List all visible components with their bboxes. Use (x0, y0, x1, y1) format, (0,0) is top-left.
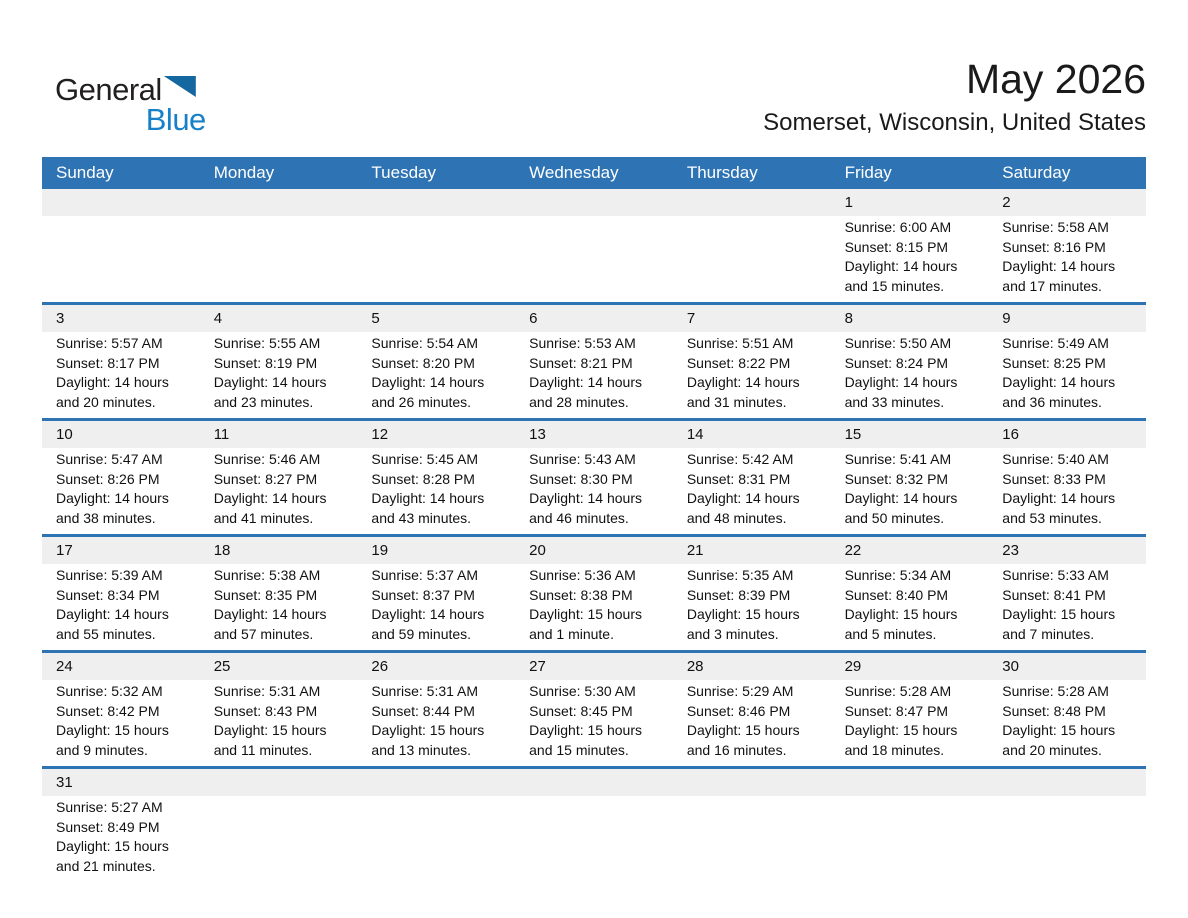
weekday-header-sunday: Sunday (56, 163, 114, 182)
day-detail-line: and 20 minutes. (1002, 741, 1102, 758)
day-detail-line: Sunset: 8:31 PM (686, 470, 791, 487)
day-detail-line: Sunrise: 5:49 AM (1002, 335, 1109, 351)
day-detail-line: and 59 minutes. (371, 625, 472, 642)
day-cell-4 (200, 305, 358, 418)
day-detail-line: Sunrise: 6:00 AM (844, 219, 952, 235)
day-cell-17 (42, 537, 200, 650)
day-details (831, 332, 989, 418)
day-detail-line: Sunset: 8:47 PM (844, 702, 949, 719)
day-detail-line: Sunrise: 5:45 AM (371, 451, 479, 467)
page-title: May 2026 (965, 56, 1146, 102)
day-detail-line: Daylight: 14 hours (686, 374, 800, 390)
day-number: 25 (200, 653, 358, 680)
weekday-header-tuesday: Tuesday (371, 163, 436, 182)
day-detail-line: Daylight: 14 hours (844, 374, 958, 390)
day-details (515, 216, 673, 296)
weekday-header-thursday: Thursday (686, 163, 758, 182)
day-detail-line: and 46 minutes. (529, 509, 629, 526)
day-cell-8 (831, 305, 989, 418)
day-detail-line: Sunset: 8:15 PM (844, 238, 949, 255)
day-cell-15 (831, 421, 989, 534)
page-header (42, 0, 1146, 157)
day-detail-line: Sunset: 8:38 PM (529, 586, 633, 603)
day-detail-line: Sunset: 8:34 PM (56, 586, 160, 603)
day-details (515, 564, 673, 650)
day-detail-line: Sunset: 8:46 PM (686, 702, 791, 719)
day-cell-empty (988, 769, 1146, 882)
day-detail-line: and 15 minutes. (529, 741, 629, 758)
day-detail-line: Sunrise: 5:54 AM (371, 335, 479, 351)
day-details (200, 216, 358, 296)
day-detail-line: Sunset: 8:35 PM (213, 586, 318, 603)
day-detail-line: Sunrise: 5:46 AM (213, 451, 321, 467)
day-detail-line: Daylight: 14 hours (213, 374, 327, 390)
day-detail-line: Daylight: 15 hours (371, 722, 485, 738)
day-detail-line: and 11 minutes. (213, 741, 313, 758)
day-number-empty (831, 769, 989, 796)
day-detail-line: Daylight: 14 hours (56, 490, 169, 506)
day-details (42, 680, 200, 766)
day-detail-line: Sunrise: 5:41 AM (844, 451, 952, 467)
day-detail-line: Daylight: 14 hours (213, 490, 327, 506)
day-details (831, 564, 989, 650)
day-details (831, 216, 989, 302)
day-detail-line: and 57 minutes. (213, 625, 314, 642)
day-detail-line: Sunset: 8:16 PM (1002, 238, 1106, 255)
day-detail-line: Daylight: 14 hours (371, 374, 485, 390)
day-details (988, 332, 1146, 418)
day-detail-line: Sunrise: 5:50 AM (844, 335, 952, 351)
day-details (988, 448, 1146, 534)
logo-triangle-icon (164, 76, 196, 97)
day-detail-line: Sunset: 8:37 PM (371, 586, 475, 603)
day-details (200, 448, 358, 534)
day-detail-line: Sunrise: 5:29 AM (686, 683, 794, 699)
day-detail-line: and 36 minutes. (1002, 393, 1102, 410)
day-detail-line: Sunrise: 5:32 AM (56, 683, 163, 699)
day-number: 15 (831, 421, 989, 448)
day-detail-line: and 18 minutes. (844, 741, 945, 758)
page-subtitle: Somerset, Wisconsin, United States (763, 109, 1146, 137)
day-cell-28 (673, 653, 831, 766)
day-detail-line: Sunset: 8:21 PM (529, 354, 633, 371)
day-cell-empty (200, 769, 358, 882)
day-detail-line: Sunrise: 5:38 AM (213, 567, 321, 583)
day-detail-line: Sunset: 8:42 PM (56, 702, 160, 719)
day-number-empty (988, 769, 1146, 796)
day-detail-line: Daylight: 15 hours (1002, 606, 1116, 622)
day-detail-line: Sunset: 8:33 PM (1002, 470, 1106, 487)
day-detail-line: and 23 minutes. (213, 393, 314, 410)
day-details (200, 564, 358, 650)
general-blue-logo (55, 72, 206, 137)
day-cell-18 (200, 537, 358, 650)
day-cell-5 (357, 305, 515, 418)
day-details (988, 680, 1146, 766)
day-details (42, 796, 200, 882)
day-detail-line: and 5 minutes. (844, 625, 937, 642)
day-number: 29 (831, 653, 989, 680)
day-number: 5 (357, 305, 515, 332)
day-detail-line: Daylight: 15 hours (529, 606, 642, 622)
weekday-header-saturday: Saturday (1002, 163, 1071, 182)
day-details (42, 216, 200, 296)
day-details (988, 216, 1146, 302)
day-detail-line: Sunrise: 5:53 AM (529, 335, 636, 351)
day-detail-line: Sunrise: 5:37 AM (371, 567, 479, 583)
day-detail-line: Sunset: 8:24 PM (844, 354, 949, 371)
day-detail-line: Sunrise: 5:35 AM (686, 567, 794, 583)
day-detail-line: and 1 minute. (529, 625, 614, 642)
day-cell-24 (42, 653, 200, 766)
day-cell-11 (200, 421, 358, 534)
day-number: 2 (988, 189, 1146, 216)
day-number: 31 (42, 769, 200, 796)
day-detail-line: Sunset: 8:48 PM (1002, 702, 1106, 719)
day-detail-line: Daylight: 14 hours (213, 606, 327, 622)
day-number: 27 (515, 653, 673, 680)
week-row-6 (42, 769, 1146, 882)
day-detail-line: and 3 minutes. (686, 625, 779, 642)
day-cell-empty (200, 189, 358, 302)
day-detail-line: and 26 minutes. (371, 393, 472, 410)
day-detail-line: Sunrise: 5:28 AM (844, 683, 952, 699)
day-details (357, 448, 515, 534)
day-detail-line: Daylight: 14 hours (1002, 374, 1116, 390)
day-cell-22 (831, 537, 989, 650)
day-detail-line: Daylight: 14 hours (56, 374, 169, 390)
day-details (673, 680, 831, 766)
day-detail-line: and 15 minutes. (844, 277, 945, 294)
day-detail-line: Sunrise: 5:55 AM (213, 335, 321, 351)
day-details (988, 796, 1146, 876)
day-number: 1 (831, 189, 989, 216)
day-details (200, 332, 358, 418)
day-number-empty (515, 769, 673, 796)
day-cell-30 (988, 653, 1146, 766)
day-details (42, 332, 200, 418)
day-detail-line: Sunrise: 5:57 AM (56, 335, 163, 351)
week-row-4 (42, 537, 1146, 653)
day-cell-empty (673, 189, 831, 302)
day-number: 8 (831, 305, 989, 332)
day-details (988, 564, 1146, 650)
day-detail-line: Sunset: 8:49 PM (56, 818, 160, 835)
day-detail-line: Sunset: 8:39 PM (686, 586, 791, 603)
day-number-empty (42, 189, 200, 216)
day-detail-line: Daylight: 15 hours (213, 722, 327, 738)
day-details (357, 680, 515, 766)
day-detail-line: Daylight: 14 hours (1002, 258, 1116, 274)
day-details (673, 796, 831, 876)
day-detail-line: and 9 minutes. (56, 741, 148, 758)
day-detail-line: Sunrise: 5:47 AM (56, 451, 163, 467)
day-detail-line: Sunrise: 5:33 AM (1002, 567, 1109, 583)
day-detail-line: and 53 minutes. (1002, 509, 1102, 526)
day-cell-13 (515, 421, 673, 534)
day-detail-line: Sunrise: 5:31 AM (371, 683, 479, 699)
day-cell-31 (42, 769, 200, 882)
day-detail-line: and 41 minutes. (213, 509, 314, 526)
day-number-empty (515, 189, 673, 216)
day-detail-line: Sunset: 8:40 PM (844, 586, 949, 603)
day-cell-21 (673, 537, 831, 650)
week-row-5 (42, 653, 1146, 769)
day-cell-26 (357, 653, 515, 766)
day-cell-empty (42, 189, 200, 302)
day-number: 20 (515, 537, 673, 564)
day-detail-line: Sunset: 8:17 PM (56, 354, 160, 371)
day-cell-27 (515, 653, 673, 766)
day-detail-line: Sunset: 8:22 PM (686, 354, 791, 371)
day-details (515, 796, 673, 876)
day-number: 22 (831, 537, 989, 564)
day-detail-line: Daylight: 14 hours (844, 490, 958, 506)
day-detail-line: Sunset: 8:32 PM (844, 470, 949, 487)
day-cell-empty (357, 189, 515, 302)
day-cell-1 (831, 189, 989, 302)
day-detail-line: and 17 minutes. (1002, 277, 1102, 294)
day-cell-25 (200, 653, 358, 766)
day-details (515, 448, 673, 534)
day-cell-19 (357, 537, 515, 650)
day-details (200, 680, 358, 766)
day-number: 21 (673, 537, 831, 564)
logo-text-general: General (55, 72, 162, 107)
day-cell-empty (673, 769, 831, 882)
day-cell-23 (988, 537, 1146, 650)
day-number: 9 (988, 305, 1146, 332)
day-detail-line: Sunrise: 5:39 AM (56, 567, 163, 583)
day-detail-line: Daylight: 14 hours (56, 606, 169, 622)
day-detail-line: and 7 minutes. (1002, 625, 1095, 642)
week-row-3 (42, 421, 1146, 537)
day-number-empty (673, 189, 831, 216)
day-detail-line: Daylight: 14 hours (371, 490, 485, 506)
day-details (673, 448, 831, 534)
day-details (673, 564, 831, 650)
day-cell-6 (515, 305, 673, 418)
day-detail-line: Daylight: 14 hours (529, 374, 642, 390)
day-details (357, 216, 515, 296)
calendar-grid (42, 157, 1146, 882)
day-details (357, 796, 515, 876)
day-number: 13 (515, 421, 673, 448)
day-detail-line: and 21 minutes. (56, 857, 156, 874)
day-cell-9 (988, 305, 1146, 418)
day-detail-line: Sunset: 8:30 PM (529, 470, 633, 487)
day-number-empty (200, 769, 358, 796)
day-cell-7 (673, 305, 831, 418)
day-detail-line: Daylight: 15 hours (686, 722, 800, 738)
day-detail-line: Sunset: 8:27 PM (213, 470, 318, 487)
day-detail-line: Sunrise: 5:43 AM (529, 451, 636, 467)
day-number: 17 (42, 537, 200, 564)
day-number: 19 (357, 537, 515, 564)
day-detail-line: Sunrise: 5:27 AM (56, 799, 163, 815)
day-detail-line: Sunrise: 5:31 AM (213, 683, 321, 699)
day-detail-line: and 20 minutes. (56, 393, 156, 410)
day-detail-line: Sunrise: 5:30 AM (529, 683, 636, 699)
day-detail-line: Daylight: 15 hours (844, 606, 958, 622)
day-detail-line: and 50 minutes. (844, 509, 945, 526)
weeks-container (42, 189, 1146, 882)
day-details (673, 332, 831, 418)
day-number: 7 (673, 305, 831, 332)
day-number: 24 (42, 653, 200, 680)
week-row-2 (42, 305, 1146, 421)
day-detail-line: Daylight: 14 hours (371, 606, 485, 622)
weekday-header-monday: Monday (213, 163, 275, 182)
day-details (831, 680, 989, 766)
day-detail-line: Daylight: 14 hours (529, 490, 642, 506)
day-detail-line: and 55 minutes. (56, 625, 156, 642)
day-cell-29 (831, 653, 989, 766)
day-number: 11 (200, 421, 358, 448)
day-detail-line: Daylight: 15 hours (844, 722, 958, 738)
day-details (831, 796, 989, 876)
day-detail-line: and 38 minutes. (56, 509, 156, 526)
day-number-empty (357, 189, 515, 216)
day-detail-line: Sunrise: 5:36 AM (529, 567, 636, 583)
day-detail-line: Sunset: 8:45 PM (529, 702, 633, 719)
day-detail-line: Daylight: 15 hours (1002, 722, 1116, 738)
day-detail-line: and 48 minutes. (686, 509, 787, 526)
day-detail-line: and 43 minutes. (371, 509, 472, 526)
day-detail-line: and 31 minutes. (686, 393, 787, 410)
day-detail-line: Sunset: 8:44 PM (371, 702, 475, 719)
day-detail-line: Sunset: 8:28 PM (371, 470, 475, 487)
day-cell-empty (515, 189, 673, 302)
day-number-empty (357, 769, 515, 796)
weekday-header-wednesday: Wednesday (529, 163, 619, 182)
day-cell-2 (988, 189, 1146, 302)
day-detail-line: Sunset: 8:41 PM (1002, 586, 1106, 603)
day-cell-empty (515, 769, 673, 882)
day-number-empty (200, 189, 358, 216)
day-detail-line: Sunset: 8:25 PM (1002, 354, 1106, 371)
day-cell-14 (673, 421, 831, 534)
day-detail-line: Sunrise: 5:28 AM (1002, 683, 1109, 699)
day-detail-line: Daylight: 14 hours (1002, 490, 1116, 506)
day-detail-line: Daylight: 15 hours (529, 722, 642, 738)
logo-text-blue: Blue (145, 102, 206, 137)
day-detail-line: and 33 minutes. (844, 393, 945, 410)
day-number: 16 (988, 421, 1146, 448)
weekday-header-friday: Friday (844, 163, 892, 182)
day-cell-10 (42, 421, 200, 534)
day-details (831, 448, 989, 534)
day-detail-line: Daylight: 14 hours (844, 258, 958, 274)
day-number: 6 (515, 305, 673, 332)
day-cell-3 (42, 305, 200, 418)
day-detail-line: Daylight: 15 hours (686, 606, 800, 622)
day-detail-line: Daylight: 15 hours (56, 722, 169, 738)
day-details (515, 332, 673, 418)
weekday-header-row (42, 157, 1146, 189)
day-details (42, 448, 200, 534)
day-number: 28 (673, 653, 831, 680)
day-cell-20 (515, 537, 673, 650)
day-detail-line: Sunrise: 5:40 AM (1002, 451, 1109, 467)
day-number: 23 (988, 537, 1146, 564)
day-detail-line: Daylight: 14 hours (686, 490, 800, 506)
day-detail-line: Sunrise: 5:34 AM (844, 567, 952, 583)
day-detail-line: and 16 minutes. (686, 741, 787, 758)
day-cell-empty (357, 769, 515, 882)
day-detail-line: Sunrise: 5:42 AM (686, 451, 794, 467)
day-detail-line: Sunset: 8:43 PM (213, 702, 318, 719)
day-cell-empty (831, 769, 989, 882)
day-detail-line: Sunset: 8:26 PM (56, 470, 160, 487)
day-details (42, 564, 200, 650)
day-details (200, 796, 358, 876)
day-number: 12 (357, 421, 515, 448)
day-detail-line: Sunset: 8:20 PM (371, 354, 475, 371)
day-cell-12 (357, 421, 515, 534)
day-detail-line: and 13 minutes. (371, 741, 472, 758)
week-row-1 (42, 189, 1146, 305)
day-number: 4 (200, 305, 358, 332)
day-detail-line: Sunset: 8:19 PM (213, 354, 318, 371)
day-detail-line: Sunrise: 5:51 AM (686, 335, 794, 351)
day-detail-line: Sunrise: 5:58 AM (1002, 219, 1109, 235)
day-number: 26 (357, 653, 515, 680)
day-details (357, 564, 515, 650)
day-detail-line: Daylight: 15 hours (56, 838, 169, 854)
day-number-empty (673, 769, 831, 796)
day-cell-16 (988, 421, 1146, 534)
day-number: 3 (42, 305, 200, 332)
day-number: 18 (200, 537, 358, 564)
day-number: 30 (988, 653, 1146, 680)
day-number: 14 (673, 421, 831, 448)
day-detail-line: and 28 minutes. (529, 393, 629, 410)
day-details (515, 680, 673, 766)
day-number: 10 (42, 421, 200, 448)
day-details (673, 216, 831, 296)
day-details (357, 332, 515, 418)
